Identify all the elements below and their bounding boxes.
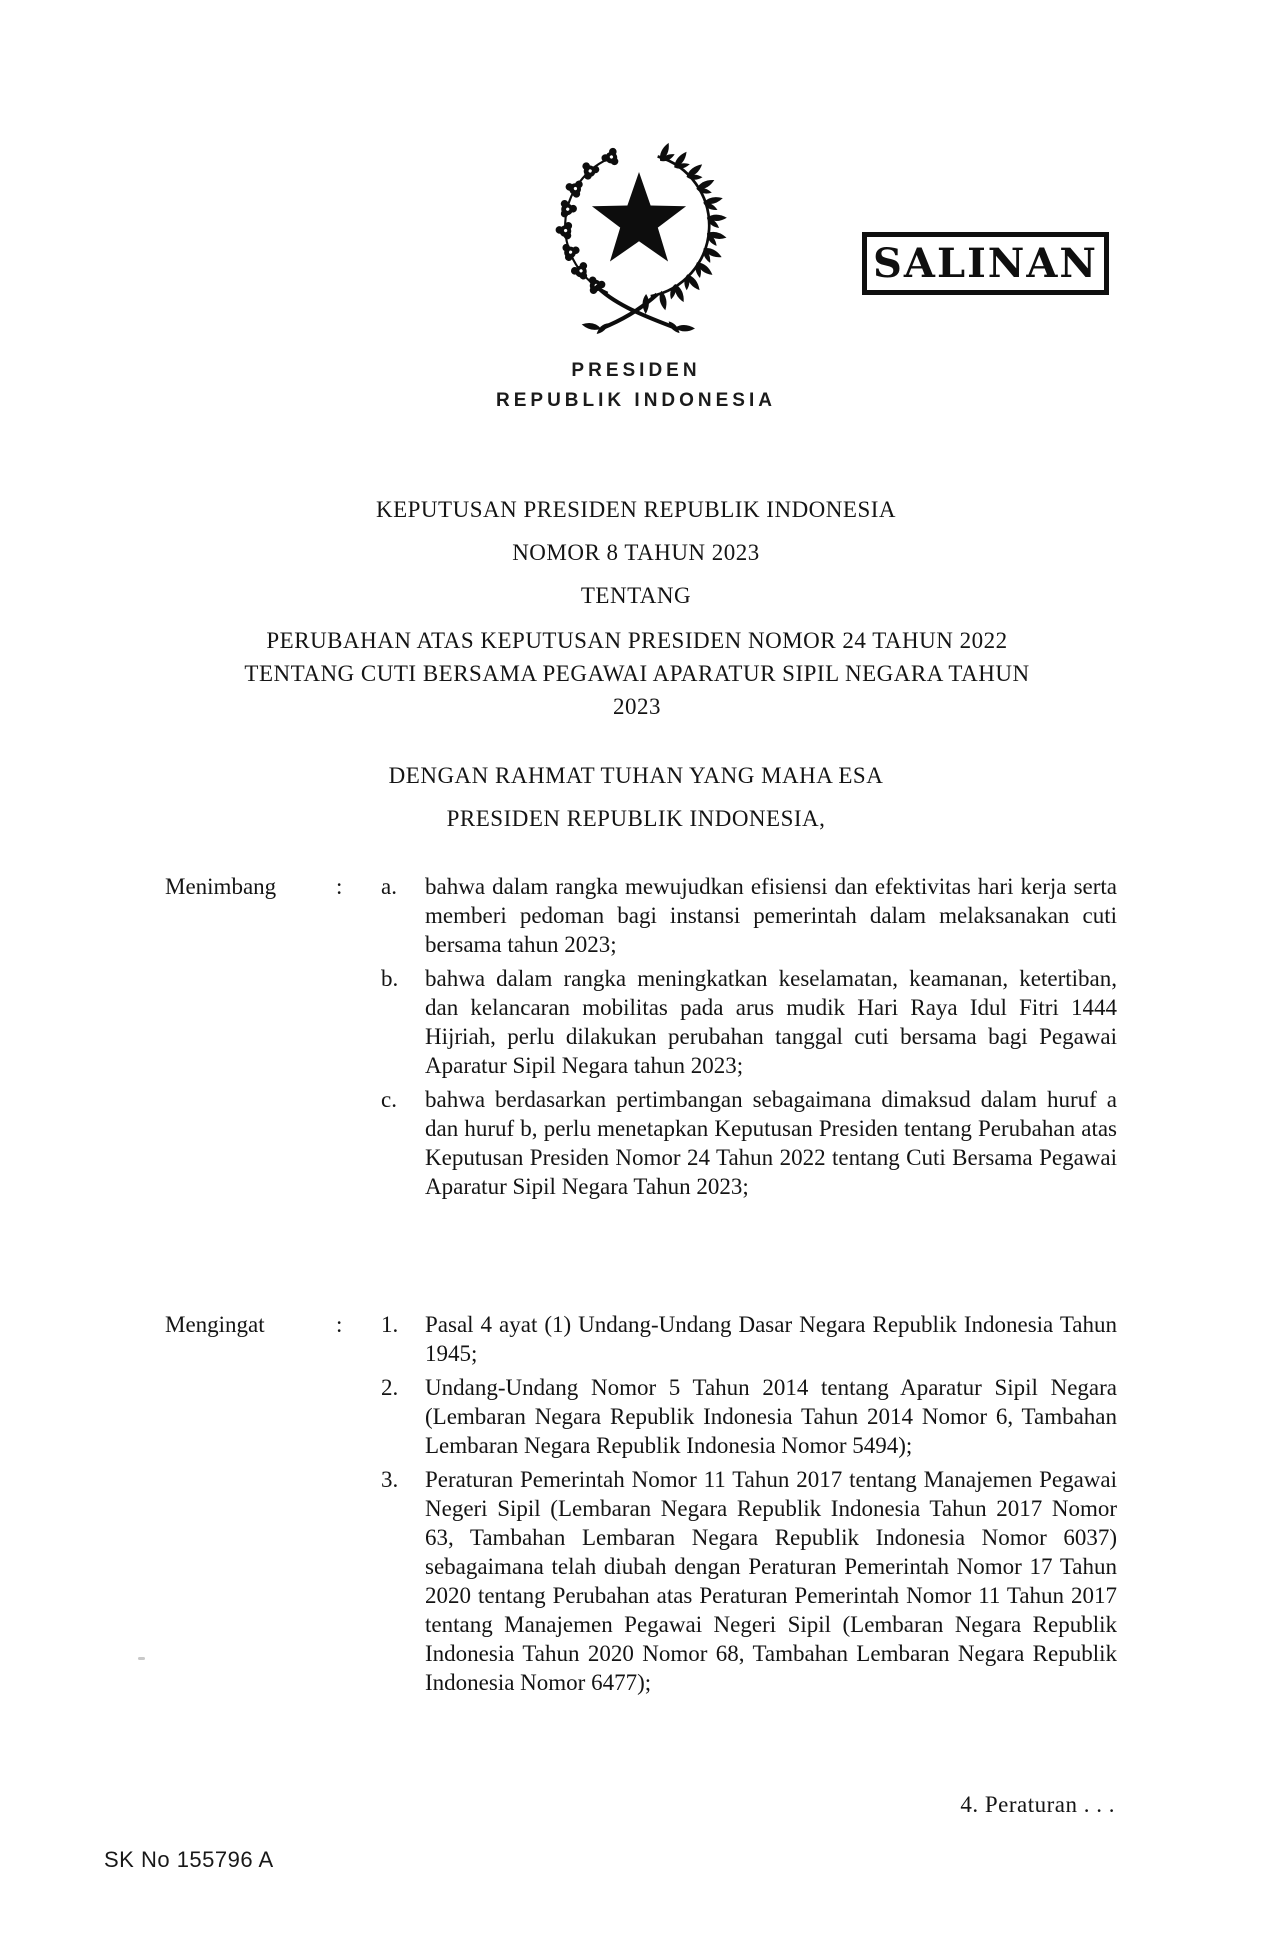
item-marker: 3. — [381, 1467, 399, 1492]
menimbang-items — [381, 872, 1117, 1206]
item-text: Pasal 4 ayat (1) Undang-Undang Dasar Negara Republik Indonesia Tahun 1945; — [425, 1312, 1117, 1366]
mengingat-item-2 — [381, 1373, 1117, 1460]
mengingat-colon: : — [336, 1312, 343, 1337]
menimbang-label: Menimbang — [165, 874, 277, 899]
item-marker: c. — [381, 1087, 397, 1112]
item-marker: a. — [381, 874, 397, 899]
decree-body — [165, 872, 1117, 1702]
mengingat-clause — [165, 1310, 1117, 1702]
decree-title-line-1: KEPUTUSAN PRESIDEN REPUBLIK INDONESIA — [375, 497, 897, 522]
menimbang-item-a — [381, 872, 1117, 959]
menimbang-clause — [165, 872, 1117, 1310]
salinan-stamp-label: SALINAN — [873, 240, 1098, 287]
issuer-line: PRESIDEN REPUBLIK INDONESIA, — [446, 806, 826, 831]
menimbang-colon: : — [336, 874, 343, 899]
catchword: 4. Peraturan . . . — [960, 1792, 1115, 1817]
item-text: bahwa dalam rangka meningkatkan keselamatan, keamanan, ketertiban, dan kelancaran mobilitas pada arus mudik Hari Raya Idul Fitri 1444 Hijriah, perlu dilakukan perubahan tanggal cuti bersama bagi Pegawai Aparatur Sipil Negara tahun 2023; — [425, 966, 1117, 1078]
item-marker: b. — [381, 966, 399, 991]
letterhead-line-1: PRESIDEN — [571, 360, 701, 381]
mengingat-item-3 — [381, 1465, 1117, 1697]
item-text: Undang-Undang Nomor 5 Tahun 2014 tentang Aparatur Sipil Negara (Lembaran Negara Republik Indonesia Tahun 2014 Nomor 6, Tambahan Lembaran Negara Republik Indonesia Nomor 5494); — [425, 1375, 1117, 1458]
invocation-line: DENGAN RAHMAT TUHAN YANG MAHA ESA — [388, 763, 884, 788]
item-text: bahwa dalam rangka mewujudkan efisiensi dan efektivitas hari kerja serta memberi pedoman bagi instansi pemerintah dalam melaksanakan cuti bersama tahun 2023; — [425, 874, 1117, 957]
menimbang-item-c — [381, 1085, 1117, 1201]
decree-subject — [161, 624, 1113, 723]
letterhead — [160, 356, 1112, 416]
menimbang-item-b — [381, 964, 1117, 1080]
item-text: Peraturan Pemerintah Nomor 11 Tahun 2017 tentang Manajemen Pegawai Negeri Sipil (Lembaran Negara Republik Indonesia Tahun 2017 Nomor 63, Tambahan Lembaran Negara Republik Indonesia Nomor 6037) sebagaimana telah diubah dengan Peraturan Pemerintah Nomor 17 Tahun 2020 tentang Perubahan atas Peraturan Pemerintah Nomor 11 Tahun 2017 tentang Manajemen Pegawai Negeri Sipil (Lembaran Negara Republik Indonesia Tahun 2020 Nomor 68, Tambahan Lembaran Negara Republik Indonesia Nomor 6477); — [425, 1467, 1117, 1695]
decree-tentang-line: TENTANG — [580, 583, 692, 608]
item-marker: 1. — [381, 1312, 399, 1337]
decree-subject-text: PERUBAHAN ATAS KEPUTUSAN PRESIDEN NOMOR 24 TAHUN 2022 TENTANG CUTI BERSAMA PEGAWAI APARATUR SIPIL NEGARA TAHUN 2023 — [244, 628, 1030, 719]
presidential-star-wreath-emblem-icon — [549, 136, 729, 352]
decree-number-line: NOMOR 8 TAHUN 2023 — [512, 540, 760, 565]
mengingat-label: Mengingat — [165, 1312, 265, 1337]
sk-number: SK No 155796 A — [104, 1847, 274, 1872]
salinan-stamp — [862, 232, 1109, 295]
mengingat-items — [381, 1310, 1117, 1702]
item-text: bahwa berdasarkan pertimbangan sebagaimana dimaksud dalam huruf a dan huruf b, perlu menetapkan Keputusan Presiden tentang Perubahan atas Keputusan Presiden Nomor 24 Tahun 2022 tentang Cuti Bersama Pegawai Aparatur Sipil Negara Tahun 2023; — [425, 1087, 1117, 1199]
item-marker: 2. — [381, 1375, 399, 1400]
mengingat-item-1 — [381, 1310, 1117, 1368]
scan-speck — [138, 1657, 145, 1660]
letterhead-line-2: REPUBLIK INDONESIA — [496, 390, 776, 411]
